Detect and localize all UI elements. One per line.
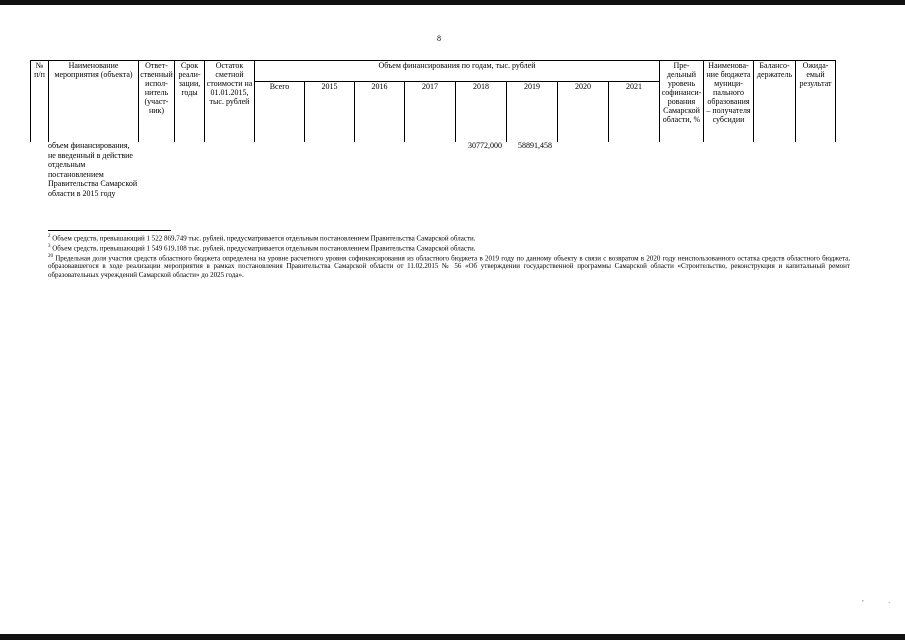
header-year-2020: 2020 [558, 82, 609, 142]
header-remainder: Остаток сметной стоимости на 01.01.2015, тыс. рублей [205, 61, 255, 142]
header-year-2015: 2015 [305, 82, 355, 142]
footnote-separator [48, 230, 171, 231]
header-num: № п/п [31, 61, 49, 142]
funding-table [30, 60, 836, 142]
header-cofinancing: Пре-дельный уровень софинанси-рования Самарской области, % [660, 61, 704, 142]
value-2019: 58891,458 [518, 141, 552, 150]
header-recipient: Наименова-ние бюджета муници-пального образования – получателя субсидии [704, 61, 754, 142]
header-year-2019: 2019 [507, 82, 558, 142]
header-year-2016: 2016 [355, 82, 405, 142]
header-name: Наименование мероприятия (объекта) [49, 61, 139, 142]
header-executor: Ответ-ственный испол-нитель (участ-ник) [139, 61, 175, 142]
header-year-2017: 2017 [405, 82, 456, 142]
row-label: объем финансирования, не введенный в действие отдельным постановлением Правительства Самарской области в 2015 году [48, 141, 138, 198]
top-border [0, 0, 905, 5]
header-result: Ожида-емый результат [796, 61, 836, 142]
footnote: $^2$ Объем средств, превышающий 1 522 869,749 тыс. рублей, предусматривается отдельным постановлением Правительства Самарской области. [48, 234, 476, 243]
header-year-2021: 2021 [609, 82, 660, 142]
header-year-2018: 2018 [456, 82, 507, 142]
header-term: Срок реали-зации, годы [175, 61, 205, 142]
scan-mark: · [888, 599, 891, 607]
value-2018: 30772,000 [468, 141, 502, 150]
footnote: $^{20}$ Предельная доля участия средств областного бюджета определена на уровне расчетного уровня софинансирования из областного бюджета в 2019 году по данному объекту в связи с возвратом в 2020 году неиспользованного остатка средств областного бюджета, образовавшегося в ходе реализации мероприятия в рамках постановления Правительства Самарской области от 11.02.2015 № 56 «Об утверждении государственной программы Самарской области «Строительство, реконструкция и капитальный ремонт образовательных учреждений Самарской области» до 2025 года». [48, 253, 851, 279]
footnotes [48, 233, 850, 279]
header-funding-group: Объем финансирования по годам, тыс. рублей [255, 61, 660, 82]
footnote: $^3$ Объем средств, превышающий 1 549 619,108 тыс. рублей, предусматривается отдельным постановлением Правительства Самарской области. [48, 243, 476, 253]
header-holder: Балансо-держатель [754, 61, 796, 142]
header-total: Всего [255, 82, 305, 142]
page-number: 8 [437, 34, 441, 43]
scan-mark: , [862, 595, 864, 603]
bottom-border [0, 634, 905, 640]
